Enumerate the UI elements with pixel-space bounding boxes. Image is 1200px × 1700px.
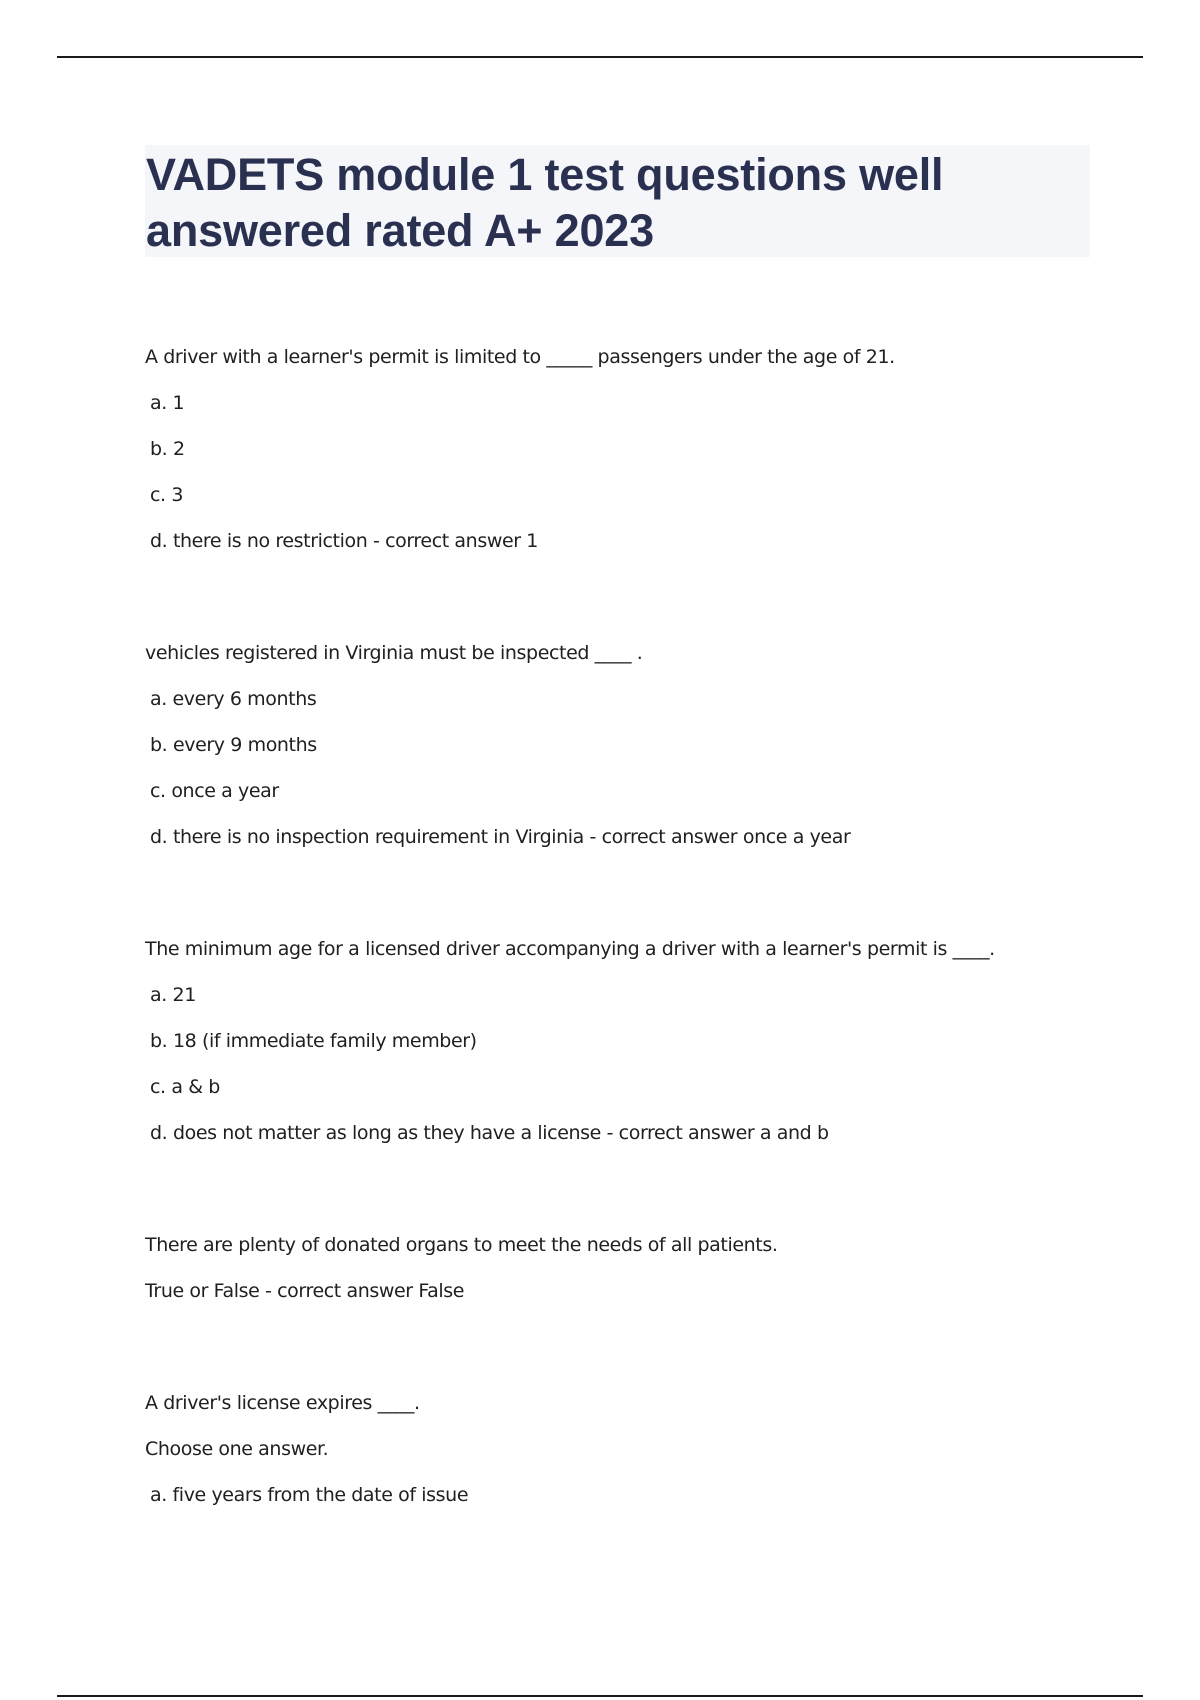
question-2 xyxy=(145,641,1105,871)
answer-option: d. there is no restriction - correct answer 1 xyxy=(150,530,538,552)
answer-option: c. a & b xyxy=(150,1076,220,1098)
answer-option: b. every 9 months xyxy=(150,734,317,756)
answer-option: b. 18 (if immediate family member) xyxy=(150,1030,477,1052)
answer-option: a. 1 xyxy=(150,392,185,414)
answer-option: a. 21 xyxy=(150,984,196,1006)
answer-option: a. five years from the date of issue xyxy=(150,1484,469,1506)
answer-option: d. there is no inspection requirement in Virginia - correct answer once a year xyxy=(150,826,851,848)
top-rule xyxy=(57,56,1143,58)
answer-option: c. 3 xyxy=(150,484,184,506)
bottom-rule xyxy=(57,1695,1143,1697)
question-prompt: The minimum age for a licensed driver accompanying a driver with a learner's permit is ____. xyxy=(145,938,995,960)
answer-option: c. once a year xyxy=(150,780,279,802)
document-body xyxy=(145,345,1105,1529)
question-prompt: A driver with a learner's permit is limited to _____ passengers under the age of 21. xyxy=(145,346,895,368)
question-4 xyxy=(145,1233,1105,1325)
answer-line: True or False - correct answer False xyxy=(145,1280,465,1302)
question-3 xyxy=(145,937,1105,1167)
answer-option: b. 2 xyxy=(150,438,185,460)
instruction-line: Choose one answer. xyxy=(145,1438,329,1460)
question-prompt: A driver's license expires ____. xyxy=(145,1392,420,1414)
question-prompt: There are plenty of donated organs to meet the needs of all patients. xyxy=(145,1234,778,1256)
question-1 xyxy=(145,345,1105,575)
question-prompt: vehicles registered in Virginia must be inspected ____ . xyxy=(145,642,643,664)
answer-option: d. does not matter as long as they have a license - correct answer a and b xyxy=(150,1122,829,1144)
question-5 xyxy=(145,1391,1105,1529)
document-title: VADETS module 1 test questions well answered rated A+ 2023 xyxy=(146,149,944,256)
answer-option: a. every 6 months xyxy=(150,688,317,710)
